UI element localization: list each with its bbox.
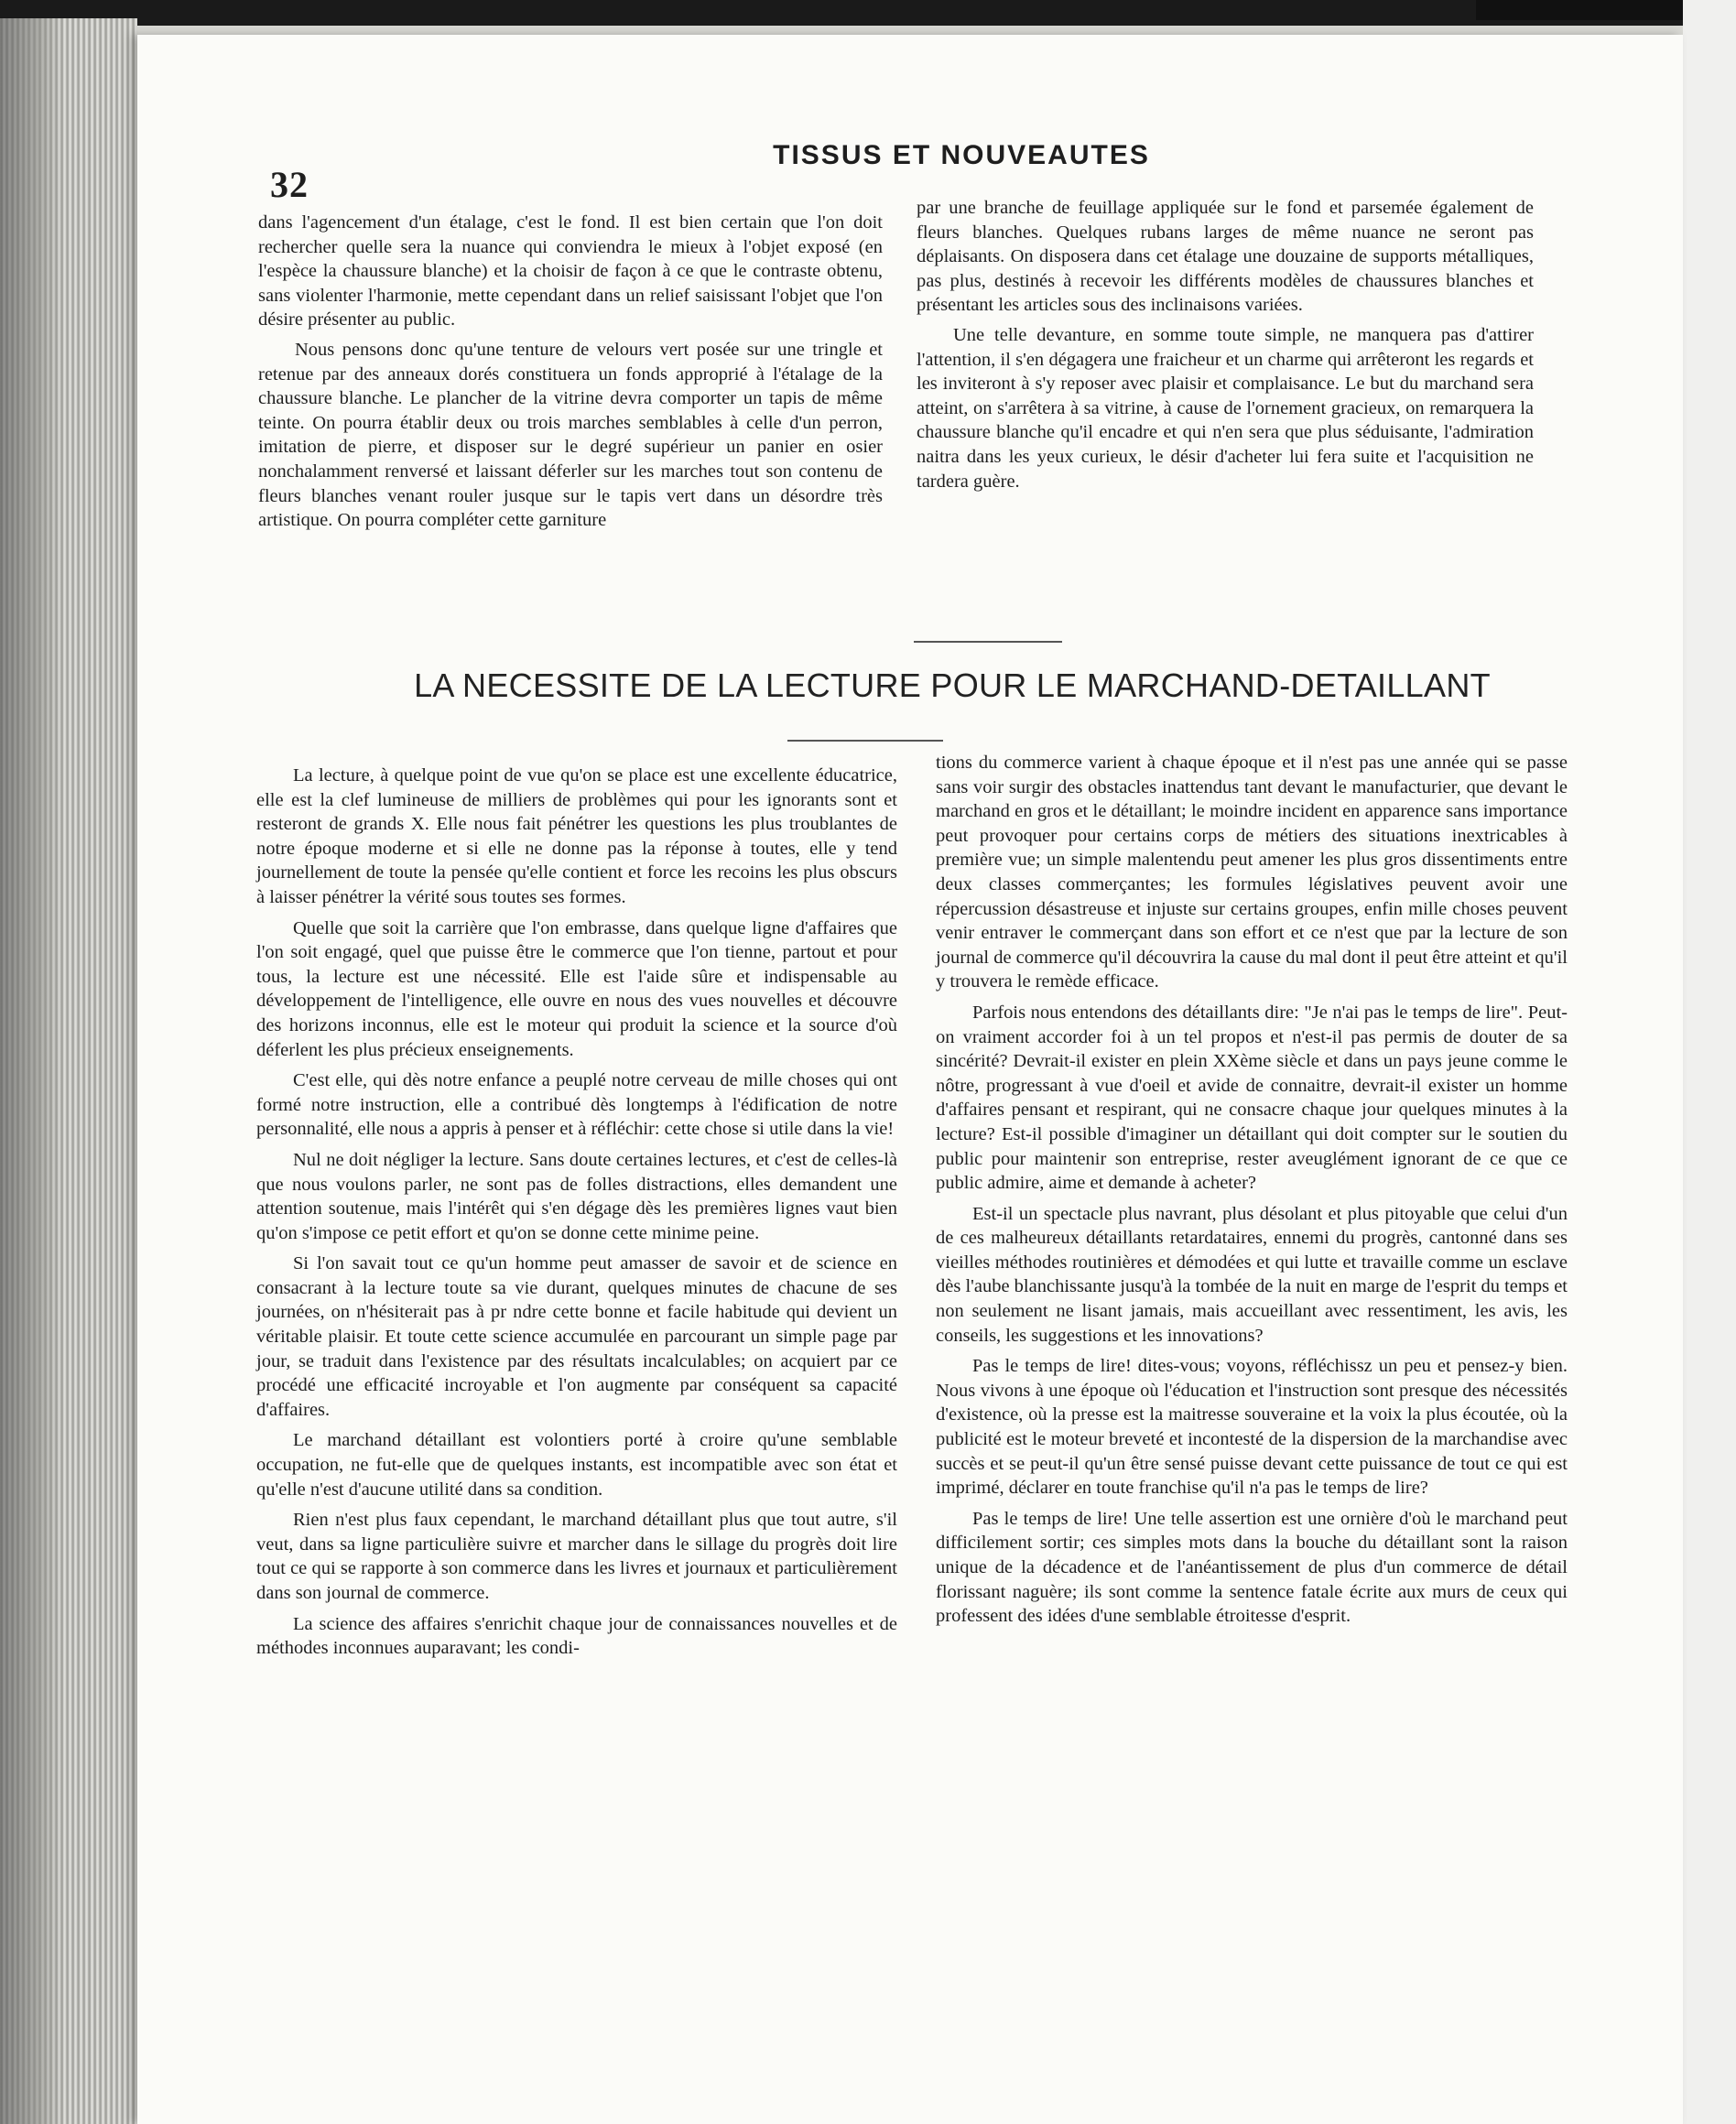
paragraph: La lecture, à quelque point de vue qu'on se place est une excellente éducatrice, elle est la clef lumineuse de milliers de problèmes qui pour les ignorants sont et resteront de grands X. Elle nous fait pénétrer les questions les plus troublantes de notre époque moderne et si elle ne donne pas la réponse à toutes, elle y tend journellement de toute la pensée qu'elle contient et force les recoins les plus obscurs à laisser pénétrer la vérité sous toutes ses formes. bbox=[256, 765, 897, 907]
paragraph: Si l'on savait tout ce qu'un homme peut amasser de savoir et de science en consacrant à la lecture toute sa vie durant, quelques minutes de chacune de ses journées, on n'hésiterait pas à pr ndre cette bonne et facile habitude qui devient un véritable plaisir. Et toute cette science accumulée en parcourant un simple page par jour, se traduit dans l'existence par des résultats incalculables; on acquiert par ce procédé une efficacité incroyable et l'on augmente par conséquent sa capacité d'affaires. bbox=[256, 1253, 897, 1420]
background-right bbox=[1683, 0, 1736, 2124]
paragraph: Une telle devanture, en somme toute simple, ne manquera pas d'attirer l'attention, il s'en dégagera une fraicheur et un charme qui arrêteront les regards et les inviteront à s'y reposer avec plaisir et complaisance. Le but du marchand sera atteint, on s'arrêtera à sa vitrine, à cause de l'ornement gracieux, on remarquera la chaussure blanche qu'il encadre et qui n'en sera que plus séduisante, l'admiration naitra dans les yeux curieux, le désir d'acheter lui fera suite et l'acquisition ne tardera guère. bbox=[917, 324, 1534, 492]
paragraph: Pas le temps de lire! dites-vous; voyons, réfléchissz un peu et pensez-y bien. Nous vivons à une époque où l'éducation et l'instruction sont presque des nécessités d'existence, où la presse est la maitresse souveraine et la voix la plus écoutée, où la publicité est le moteur breveté et incontesté de la dispersion de la marchandise avec succès et se peut-il qu'un être sensé puisse devant cette puissance de tout ce qui est imprimé, déclarer en toute franchise qu'il n'a pas le temps de lire? bbox=[936, 1356, 1568, 1499]
paragraph: Quelle que soit la carrière que l'on embrasse, dans quelque ligne d'affaires que l'on soit engagé, quel que puisse être le commerce que l'on tienne, partout et pour tous, la lecture est une nécessité. Elle est l'aide sûre et indispensable au développement de l'intelligence, elle ouvre en nous des vues nouvelles et découvre des horizons inconnus, elle est le moteur qui produit la science et la source d'où déferlent les plus précieux enseignements. bbox=[256, 917, 897, 1060]
running-head: TISSUS ET NOUVEAUTES bbox=[773, 140, 1150, 170]
main-article-column-1 bbox=[256, 764, 897, 1667]
title-underline bbox=[787, 740, 943, 742]
paragraph: C'est elle, qui dès notre enfance a peuplé notre cerveau de mille choses qui ont formé notre instruction, elle a contribué dès longtemps à l'édification de notre personnalité, elle nous a appris à penser et à réfléchir: cette chose si utile dans la vie! bbox=[256, 1070, 897, 1140]
paragraph: Nous pensons donc qu'une tenture de velours vert posée sur une tringle et retenue par des anneaux dorés constituera un fonds approprié à l'étalage de la chaussure blanche. Le plancher de la vitrine devra comporter un tapis de même teinte. On pourra établir deux ou trois marches semblables à celle d'un perron, imitation de pierre, et disposer sur le degré supérieur un panier en osier nonchalamment renversé et laissant déferler sur les marches tout son contenu de fleurs blanches venant rouler jusque sur le tapis vert dans un désordre très artistique. On pourra compléter cette garniture bbox=[258, 339, 883, 531]
paragraph: Est-il un spectacle plus navrant, plus désolant et plus pitoyable que celui d'un de ces malheureux détaillants retardataires, ennemi du progrès, cantonné dans ses vieilles méthodes routinières et démodées et qui lutte et travaille comme un esclave dès l'aube blanchissante jusqu'à la tombée de la nuit en marge de l'esprit du temps et non seulement ne lisant jamais, mais accueillant avec ressentiment, les avis, les conseils, les suggestions et les innovations? bbox=[936, 1203, 1568, 1346]
paragraph: Parfois nous entendons des détaillants dire: "Je n'ai pas le temps de lire". Peut-on vraiment accorder foi à un tel propos et n'est-il pas permis de douter de sa sincérité? Devrait-il exister en plein XXème siècle et dans un pays jeune comme le nôtre, progressant à vue d'oeil et avide de connaitre, devrait-il exister un homme d'affaires pensant et respirant, qui ne consacre chaque jour quelques minutes à la lecture? Est-il possible d'imaginer un détaillant qui doit compter sur le soutien du public pour maintenir son entreprise, rester aveuglément ignorant de ce que ce public admire, aime et demande à acheter? bbox=[936, 1002, 1568, 1194]
section-divider bbox=[914, 641, 1062, 643]
paragraph: tions du commerce varient à chaque époque et il n'est pas une année qui se passe sans voir surgir des obstacles inattendus tant devant le manufacturier, que devant le marchand en gros et le détaillant; le moindre incident en apparence sans importance peut provoquer pour certains corps de métiers des situations inextricables à première vue; un simple malentendu peut amener les plus gros dissentiments entre deux classes commerçantes; les formules législatives peuvent avoir une répercussion désastreuse et injuste sur certains groupes, enfin mille choses peuvent venir entraver le commerçant dans son effort et ce n'est que par la lecture de son journal de commerce qu'il découvrira la cause du mal dont il peut être atteint et qu'il y trouvera le remède efficace. bbox=[936, 753, 1568, 992]
book-spine-shadow bbox=[0, 18, 64, 2124]
paragraph: par une branche de feuillage appliquée sur le fond et parsemée également de fleurs blanches. Quelques rubans larges de même nuance ne seront pas déplaisants. On disposera dans cet étalage une douzaine de supports métalliques, pas plus, destinés à recevoir les différents modèles de chaussures blanches et présentant les articles sous des inclinaisons variées. bbox=[917, 198, 1534, 316]
top-article-column-2 bbox=[917, 196, 1534, 499]
main-article-column-2 bbox=[936, 751, 1568, 1635]
paragraph: La science des affaires s'enrichit chaque jour de connaissances nouvelles et de méthodes inconnues auparavant; les condi- bbox=[256, 1613, 897, 1659]
paragraph: Le marchand détaillant est volontiers porté à croire qu'une semblable occupation, ne fut-elle que de quelques instants, est incompatible avec son état et qu'elle n'est d'aucune utilité dans sa condition. bbox=[256, 1430, 897, 1500]
top-article-column-1 bbox=[258, 211, 883, 538]
paragraph: Rien n'est plus faux cependant, le marchand détaillant plus que tout autre, s'il veut, dans sa ligne particulière suivre et marcher dans le sillage du progrès doit lire tout ce qui se rapporte à son commerce dans les livres et journaux et particulièrement dans son journal de commerce. bbox=[256, 1510, 897, 1603]
paragraph: dans l'agencement d'un étalage, c'est le fond. Il est bien certain que l'on doit rechercher quelle sera la nuance qui conviendra le mieux à l'objet exposé (en l'espèce la chaussure blanche) et la choisir de façon à ce que le contraste obtenu, sans violenter l'harmonie, mette cependant dans un relief saisissant l'objet que l'on désire présenter au public. bbox=[258, 212, 883, 331]
page-number: 32 bbox=[270, 164, 309, 205]
book-page bbox=[137, 35, 1683, 2124]
paragraph: Nul ne doit négliger la lecture. Sans doute certaines lectures, et c'est de celles-là que nous voulons parler, ne sont pas de folles distractions, elles demandent une attention soutenue, mais l'intérêt qui s'en dégage dès les premières lignes vaut bien qu'on s'impose ce petit effort et qu'on se donne cette minime peine. bbox=[256, 1149, 897, 1243]
paragraph: Pas le temps de lire! Une telle assertion est une ornière d'où le marchand peut difficilement sortir; ces simples mots dans la bouche du détaillant sont la raison unique de la décadence et de l'anéantissement de plus d'un commerce de détail florissant naguère; ils sont comme la sentence fatale écrite aux murs de ceux qui professent des idées d'une semblable étroitesse d'esprit. bbox=[936, 1508, 1568, 1627]
article-title: LA NECESSITE DE LA LECTURE POUR LE MARCHAND-DETAILLANT bbox=[414, 666, 1491, 704]
